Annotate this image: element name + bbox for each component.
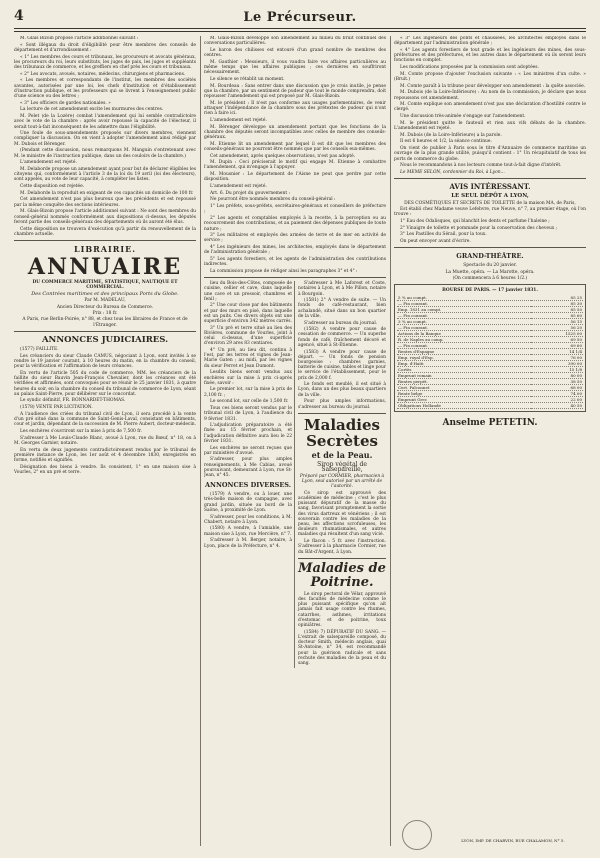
bourse-label: R. de Naples au comp.	[397, 336, 531, 342]
bourse-label: — Fin courant.	[397, 312, 531, 318]
bourse-value: 38 50	[531, 378, 583, 384]
bourse-value: 15 1/8	[531, 366, 583, 372]
article-paragraph: M. Dubois (de la Loire-Inférieure) : Au nom de la commission, je déclare que nous repoussons cet amendement.	[394, 90, 586, 101]
annuaire-author-2: Ancien Directeur du Bureau de Commerce.	[56, 304, 154, 310]
bourse-value: 85 60	[531, 312, 583, 318]
bourse-label: Emprunt romain	[397, 372, 531, 378]
advert-paragraph: 2° Vinaigre de toilette et pommade pour la conservation des cheveux ;	[400, 225, 558, 231]
sale-notice-paragraph: lieu du Bois-des-Côtes, composée de cuisine, cellier et cave, dans laquelle une cave et un pressoir, chambres et fenil ;	[204, 281, 292, 302]
bourse-value: 74 00	[531, 390, 583, 396]
bourse-label: — Fin courant.	[397, 342, 531, 348]
separator	[204, 277, 386, 278]
article-paragraph: Il est 6 heures et 1/2, la séance continue.	[400, 139, 492, 145]
legal-notice-paragraph: En vertu de l'article 505 du code de commerce, MM. les créanciers de la faillite du sieur Bauvin Jean-François Chevalier, dont les créances ont été vérifiées et affirmées, sont convoqués pour se réunir le 25 janvier 1831, à quatre heures du soir, en la chambre du conseil du tribunal de commerce de Lyon, séant au palais Saint-Pierre, pour délibérer sur le concordat.	[14, 370, 196, 397]
article-paragraph: M. Dubois (de la Loire-Inférieure) a la parole.	[400, 132, 502, 138]
article-paragraph: Cette disposition ne trouvera d'exécution qu'à partir du renouvellement de la chambre actuelle.	[14, 226, 196, 237]
classified-ad-paragraph: S'adresser à Me Laforest et Coste, notaires à Lyon, et à Me Pillon, notaire à Bourgoin.	[298, 281, 386, 297]
maladies-secretes-heading: Maladies Secrètes	[304, 415, 380, 450]
bourse-value: 85 30	[531, 300, 583, 306]
bourse-label: Actions de la Banque	[397, 330, 531, 336]
bourse-value: 40 50	[531, 402, 583, 408]
bourse-label: — Fin courant.	[397, 300, 531, 306]
legal-notice-paragraph: En vertu de deux jugements contradictoirement rendus par le tribunal de première instance de Lyon, les 1er août et 4 décembre 1830, enregistrés en forme, notifiés et signifiés.	[14, 447, 196, 464]
article-paragraph: M. Glais Bizoin propose l'article additionnel suivant :	[20, 36, 139, 41]
article-paragraph: Le silence se rétablit un moment.	[210, 76, 285, 82]
article-paragraph: 1° Les préfets, sous-préfets, secrétaires-généraux et conseillers de préfecture ;	[204, 204, 386, 215]
legal-notice-paragraph: A l'audience des criées du tribunal civil de Lyon, il sera procédé à la vente d'un pré situé dans la commune de Saint-Genis-Laval, consistant en bâtiments, cour et jardin, dépendant de la succession de M. Pierre Aubert, docteur-médecin.	[14, 411, 196, 428]
advert-paragraph: Le flacon : 5 fr. avec l'instruction. S'adresser à la pharmacie Cormier, rue du Bât-d'Argent, à Lyon.	[298, 539, 386, 555]
article-paragraph: 5° Les agents forestiers, et les agents de l'administration des contributions indirectes.	[204, 257, 386, 268]
article-paragraph: La commission propose de rédiger ainsi les paragraphes 3° et 4° :	[210, 268, 358, 274]
article-paragraph: « 1° Les membres des cours et tribunaux, les procureurs et avocats généraux, les procureurs du roi, leurs substituts, les juges de paix, les juges et suppléants des tribunaux de commerce, et les greffiers en chef près les cours et tribunaux.	[14, 54, 196, 71]
bourse-table	[397, 295, 583, 409]
masthead-title: Le Précurseur.	[243, 10, 357, 25]
article-paragraph: (Pendant cette discussion, nous remarquons M. Manguin s'entretenant avec M. le ministre de l'instruction publique, dans un des couloirs de la chambre.)	[14, 148, 196, 159]
article-paragraph: M. Delaborde la reproduit en exigeant de ces capacités un domicile de 100 fr.	[20, 190, 194, 196]
article-paragraph: « 3° Les officiers de gardes nationales. »	[20, 100, 111, 106]
bourse-value: 76 00	[531, 354, 583, 360]
avis-subtitle: LE SEUL DÉPÔT A LYON,	[451, 193, 529, 200]
sale-notice-paragraph: 2° Une cour close par des bâtiments et par des murs en pisé, dans laquelle est un puits. Ces divers objets ont une superficie d'environ 342 mètres carrés.	[204, 303, 292, 325]
theatre-time: (On commencera à 6 heures 1/2.)	[452, 276, 528, 282]
legal-notice-paragraph: (1577) FAILLITE.	[20, 347, 59, 353]
column-2	[204, 36, 386, 848]
article-paragraph: Art. 6. Du projet du gouvernement :	[210, 190, 290, 196]
article-paragraph: Ne pourront être nommés membres du conseil-général :	[210, 197, 336, 203]
article-paragraph: « 3° Les ingénieurs des ponts et chaussées, les architectes employés dans le département par l'administration générale ;	[394, 36, 586, 47]
article-paragraph: La lecture de cet amendement excite les murmures des centres.	[20, 107, 164, 113]
arrivage-note: Le MEME SELON, cordonnier du Roi, à Lyon...	[400, 169, 505, 175]
article-paragraph: On vient de publier à Paris sous le titre d'Annuaire de commerce maritime un ouvrage de la plus grande utilité, puisqu'il contient : 1° Un récapitulatif de tous les ports de commerce du globe.	[394, 146, 586, 162]
bourse-row	[397, 402, 583, 408]
bourse-label: Rente belge	[397, 390, 531, 396]
sale-notice-paragraph: Les enchères ne seront reçues que par ministère d'avoué.	[204, 445, 292, 456]
classified-ad-paragraph: (1579) A vendre, ou à louer, une très-belle maison de campagne, avec grand jardin, située au bord de la Saône, à proximité de Lyon.	[204, 492, 292, 513]
bourse-value: 85 50	[531, 306, 583, 312]
article-paragraph: M. Pelet (de la Lozère) combat l'amendement qui lui semble contradictoire avec le vote de la chambre : après avoir repoussé la capacité de l'électeur, il serait tout-à-fait inconséquent de les admettre dans l'éligibilité.	[14, 114, 196, 130]
page-number: 4	[14, 8, 24, 24]
article-paragraph: M. Bérenger développe un amendement portant que les fonctions de la chambre des députés seront incompatibles avec celles de membre des conseils-généraux.	[204, 124, 386, 140]
article-paragraph: M. Glais-Bizoin propose l'article additionnel suivant : Ne sont des membres du conseil-général nommés conformément aux dispositions ci-dessus, les députés feront partie des conseils-généraux des départements où ils auront été élus.	[14, 209, 196, 225]
bourse-value: 22 00	[531, 396, 583, 402]
article-paragraph: M. le président : Il n'est pas conforme aux usages parlementaires, de venir attaquer l'indépendance de la chambre sous des prétextes de pudeur qui n'ont rien à faire ici.	[204, 100, 386, 117]
article-paragraph: M. Delaborde propose un amendement ayant pour but de déclarer éligibles les citoyens qui, conformément à l'article 3 de la loi du 19 avril (loi des électeurs), sont appelés, au vote de leur capacité, à compléter les listes.	[14, 166, 196, 183]
classified-ad-paragraph: S'adresser au bureau du journal.	[304, 320, 378, 326]
sale-notice-paragraph: Tous ces biens seront vendus par le tribunal civil de Lyon, à l'audience du 9 février 1831.	[204, 406, 292, 422]
article-paragraph: M. Comte paraît à la tribune pour développer son amendement : la quête associée.	[400, 83, 586, 89]
column-divider	[200, 36, 201, 846]
advert-paragraph: Ce sirop est approuvé des académies de médecine ; c'est le plus puissant dépuratif de la masse du sang, favorisant promptement la sortie des virus dartreux et vénériens ; il est souverain contre les maladies de la peau, les affections scrofuleuses, les douleurs rhumatismales, et autres maladies qui résultent d'un sang vicié.	[298, 490, 386, 538]
advert-paragraph: On peut envoyer avant d'écrire.	[400, 239, 471, 244]
column-3	[394, 36, 586, 848]
classified-ad-paragraph: (1580) A vendre, à l'amiable, une maison sise à Lyon, rue Mercière, n° 7.	[204, 526, 292, 537]
bourse-label: Rentes perpét.	[397, 378, 531, 384]
annonces-judiciaires-heading: ANNONCES JUDICIAIRES.	[41, 335, 169, 346]
bourse-label: Emp. d'Haïti	[397, 360, 531, 366]
article-paragraph: « Sont illégaux du droit d'éligibilité pour être membres des conseils de département et d'arrondissement :	[14, 42, 196, 53]
bourse-value: 390 00	[531, 360, 583, 366]
sirop-heading: Sirop végétal de Salsepareille,	[317, 460, 367, 474]
article-paragraph: 3° Les militaires et employés des armées de terre et de mer en activité de service ;	[204, 233, 386, 244]
library-stamp	[402, 820, 432, 850]
bourse-box	[394, 284, 586, 411]
article-paragraph: M. Etienne lit un amendement par lequel il est dit que les membres des conseils-généraux ne pourront être nommés que par les conseils eux-mêmes.	[204, 141, 386, 152]
annonces-diverses-heading: ANNONCES DIVERSES.	[204, 481, 292, 490]
bourse-label: 5 % au compt.	[397, 295, 531, 301]
separator	[394, 247, 586, 248]
bourse-label: Rentes d'Espagne	[397, 348, 531, 354]
sirop-description: Préparé par CORMIER, pharmacien à Lyon, seul autorisé par un arrêté de l'autorité.	[299, 473, 385, 490]
article-paragraph: M. Glais-Bizoin développe son amendement au milieu du bruit continuel des conversations particulières.	[204, 36, 386, 47]
classified-ad-paragraph: (1581) 2° A vendre de suite. — Un fonds de café-restaurant, bien achalandé, situé dans un bon quartier de la ville.	[298, 298, 386, 319]
bourse-value: 68 00	[531, 384, 583, 390]
classified-ad-paragraph: Le fonds est meublé, il est situé à Lyon, dans un des plus beaux quartiers de la ville.	[298, 382, 386, 398]
column-1	[14, 36, 196, 848]
article-paragraph: Cet amendement, après quelques observations, n'est pas adopté.	[210, 153, 356, 159]
legal-notice-paragraph: Les enchères s'ouvriront sur la mise à prix de 7,500 fr.	[20, 429, 142, 434]
bourse-label: Emp. royal d'Esp.	[397, 354, 531, 360]
article-paragraph: Les modifications proposées par la commission sont adoptées.	[400, 65, 539, 71]
printer-line: LYON, IMP. DE CHARVIN, RUE CHALAMON, N° 5.	[461, 838, 565, 843]
sale-notice-paragraph: Le premier lot, sur la mise à prix de 2,100 fr. ;	[204, 387, 292, 398]
article-paragraph: L'amendement est rejeté.	[210, 184, 267, 190]
article-paragraph: Une foule de sous-amendements proposés sur divers membres, viennent compliquer la discussion. On en vient à adopter l'amendement ainsi rédigé par M. Dubois et Bérenger.	[14, 131, 196, 147]
advert-paragraph: Le sirop pectoral de Vélar, approuvé des facultés de médecine comme le plus puissant spécifique qu'on ait jamais fait usage contre les rhumes, catarrhes, asthmes, irritations d'estomac et de poitrine, toux opiniâtres.	[298, 591, 386, 628]
theatre-play: La Muette, opéra. — La Marotte, opéra.	[445, 269, 535, 275]
article-paragraph: M. Bourdeau : Sans entrer dans une discussion que je crois inutile, je pense que la chambre, par un sentiment de pudeur que tout le monde comprendra, doit repousser l'amendement qui est proposé par M. Glais-Bizoin.	[204, 83, 386, 100]
bourse-label: — Fin courant.	[397, 324, 531, 330]
advert-paragraph: (1584) 7) DÉPURATIF DU SANG. — L'extrait de salsepareille composé, du docteur Smith, médecin anglais, quai St-Antoine, n° 34, est recommandé pour la guérison radicale et sans rechute des maladies de la peau et du sang.	[298, 629, 386, 666]
annuaire-price: Prix : 18 fr.	[92, 310, 118, 316]
classified-ad-paragraph: (1582) A vendre pour cause de cessation de commerce. — Un superbe fonds de café, fraîchement décoré et agencé, situé à St-Étienne.	[298, 327, 386, 348]
article-paragraph: « 4° Les agents forestiers de tout grade et les ingénieurs des mines, des sous-préfectures et des préfectures, et les autres dans le département où ils seront leurs fonctions en complet.	[394, 47, 586, 64]
article-paragraph: 4° Les ingénieurs des mines, les architectes, employés dans le département de l'administration générale ;	[204, 245, 386, 256]
bourse-label: Emprunt Grec	[397, 396, 531, 402]
theatre-date: Spectacle du 20 janvier.	[463, 263, 517, 269]
bourse-label: Obligations Hollande	[397, 402, 531, 408]
article-paragraph: M. Gauthier : Messieurs, il vous vaudra faire vos affaires particulières au même temps que les affaires publiques ; ces dernières en souffriront nécessairement.	[204, 59, 386, 76]
legal-notice-paragraph: Le syndic définitif, FR. BONNARDET-THOMAS.	[20, 398, 126, 404]
advert-paragraph: Est établi chez Madame veuve Lefebvre, rue Neuve, n° 7, au premier étage, où l'on trouve :	[394, 206, 586, 218]
article-paragraph: 2° Les agents et comptables employés à la recette, à la perception ou au recouvrement des contributions, et au paiement des dépenses publiques de toute nature ;	[204, 216, 386, 232]
bourse-value: 69 60	[531, 342, 583, 348]
maladies-poitrine-heading: Maladies de Poitrine.	[298, 560, 386, 590]
bourse-value: 56 20	[531, 324, 583, 330]
article-paragraph: M. Comte explique son amendement n'est pas une déclaration d'hostilité contre le clergé.	[394, 102, 586, 113]
legal-notice-paragraph: (1578) VENTE PAR LICITATION.	[20, 405, 93, 411]
avis-heading: AVIS INTÉRESSANT.	[449, 182, 531, 192]
maladies-peau-heading: et de la Peau.	[311, 449, 373, 460]
separator	[394, 178, 586, 179]
annuaire-subtitle-2: Des Contrées maritimes et des principaux Ports du Globe.	[31, 290, 179, 297]
header-rule	[14, 31, 586, 32]
classified-ad-paragraph: (1583) A vendre pour cause de départ. — Un fonds de pension bourgeoise : chambres garnies, batterie de cuisine, tables et linge pour le service de l'établissement, pour le prix de 2,000 f.	[298, 349, 386, 381]
annuaire-author: Par M. MADELAU,	[84, 298, 126, 304]
bourse-value: 80 00	[531, 372, 583, 378]
legal-notice-paragraph: S'adresser à Me Louis-Claude Blanc, avoué à Lyon, rue du Bœuf, n° 18, ou à M. Georges Garnier, notaire.	[14, 435, 196, 446]
librairie-heading: LIBRAIRIE.	[74, 243, 136, 254]
classified-ad-paragraph: Pour plus amples informations, s'adresser au bureau du journal.	[298, 399, 386, 410]
article-paragraph: M. Mousnier : Le département de l'Aisne ne peut que perdre par cette disposition.	[204, 172, 386, 183]
page-header	[14, 8, 586, 29]
avis-subtitle-2: DES COSMÉTIQUES ET SECRETS DE TOILETTE de la maison MA, de Paris,	[404, 200, 576, 206]
article-paragraph: Cette disposition est rejetée.	[20, 184, 85, 190]
editor-signature: Anselme PETETIN.	[442, 417, 538, 428]
annuaire-address: A Paris, rue Berlin-Poirée, n° 88, et chez tous les libraires de France et de l'Étranger.	[22, 317, 188, 328]
bourse-heading: BOURSE DE PARIS. — 17 janvier 1831.	[442, 288, 538, 294]
bourse-label: 3 % au compt.	[397, 318, 531, 324]
separator	[14, 240, 196, 241]
sale-notice-paragraph: L'adjudication préparatoire a été fixée au 15 février prochain, et l'adjudication définitive aura lieu le 22 février 1831.	[204, 423, 292, 444]
article-paragraph: M. Dupin : Ceci préciserait le motif qui engage M. Etienne à combattre l'amendement, qui m'engage à l'appuyer.	[204, 160, 386, 171]
article-paragraph: L'amendement est rejeté.	[20, 160, 77, 166]
annuaire-subtitle: DU COMMERCE MARITIME, STATISTIQUE, NAUTIQUE ET COMMERCIAL.	[32, 279, 178, 291]
legal-notice-paragraph: Désignation des biens à vendre. Ils consistent, 1° en une maison sise à Vourles, 2° en un pré et terre.	[14, 464, 196, 475]
article-paragraph: Une discussion très-animée s'engage sur l'amendement.	[400, 114, 526, 120]
sale-notice-paragraph: Le second lot, sur celle de 1,500 fr.	[210, 399, 289, 405]
bourse-value: 14 1/4	[531, 348, 583, 354]
bourse-value: 1525 00	[531, 330, 583, 336]
sale-notice-paragraph: Lesdits biens seront vendus aux enchères sur la mise à prix ci-après fixée, savoir :	[204, 370, 292, 386]
annuaire-heading: ANNUAIRE	[27, 253, 183, 280]
article-paragraph: Nous le recommandons à nos lecteurs comme tout-à-fait digne d'intérêt.	[400, 163, 562, 169]
legal-notice-paragraph: Les créanciers du sieur Claude CAMUS, négociant à Lyon, sont invités à se rendre le 19 janvier courant, à 10 heures du matin, en la chambre du conseil, pour la vérification et l'affirmation de leurs créances.	[14, 353, 196, 370]
article-paragraph: M. le président quitte le fauteuil et rien aux vifs débats de la chambre. L'amendement est rejeté.	[394, 120, 586, 132]
article-paragraph: « 2° Les avocats, avoués, notaires, médecins, chirurgiens et pharmaciens.	[20, 71, 186, 77]
sale-notice-paragraph: 3° Un pré et terre situé au lieu des Rivières, commune de Vourles, joint à celui ci-dessus, d'une superficie d'environ 29 ares 83 centiares.	[204, 325, 292, 347]
bourse-label: Emp. 1831 au compt.	[397, 306, 531, 312]
article-paragraph: Cet amendement n'est pas plus heureux que les précédents et est repoussé par la même conquête des sections intérieures.	[14, 197, 196, 208]
theatre-heading: GRAND-THÉÂTRE.	[456, 252, 524, 261]
advert-paragraph: 3° Les Pastilles du Sérail, pour la toux.	[400, 232, 487, 238]
advert-paragraph: 1° Eau des Odalisques, qui blanchit les dents et parfume l'haleine ;	[400, 218, 550, 224]
bourse-label: Cert. Falconnet	[397, 384, 531, 390]
classified-ad-paragraph: S'adresser, pour les conditions, à M. Chabert, notaire à Lyon.	[204, 514, 292, 525]
bourse-value: 56 15	[531, 318, 583, 324]
bourse-value: 69 50	[531, 336, 583, 342]
separator	[14, 331, 196, 332]
article-paragraph: « Les membres et correspondants de l'institut, les membres des sociétés savantes, autorisées par une loi, les chefs d'institution et d'établissement d'instruction publique, et les professeurs qui se livrent à l'enseignement public d'une science ou des lettres ;	[14, 78, 196, 100]
separator	[298, 413, 386, 414]
article-paragraph: L'amendement est rejeté.	[210, 117, 267, 123]
sale-notice-paragraph: S'adresser, pour plus amples renseignements, à Me Cabias, avoué poursuivant, demeurant à Lyon, rue St-Jean, n° 45.	[204, 457, 292, 479]
bourse-label: Cortès	[397, 366, 531, 372]
classified-ad-paragraph: S'adresser à M. Berger, notaire, à Lyon, place de la Préfecture, n° 4.	[204, 538, 292, 549]
separator	[298, 558, 386, 559]
article-paragraph: M. Comte propose d'ajouter l'exclusion suivante : « Les ministres d'un culte. » (Bruit.)	[394, 71, 586, 82]
article-paragraph: Le baron des chilisses est entouré d'un grand nombre de membres des centres.	[204, 47, 386, 59]
column-divider	[390, 36, 391, 846]
sale-notice-paragraph: 4° Un pré, au lieu dit, continu à l'est, par les terres et vignes de Jean-Marie Gaten ; au midi, par les vignes du sieur Perret et Jean Dumont.	[204, 348, 292, 369]
bourse-value: 85 25	[531, 295, 583, 301]
